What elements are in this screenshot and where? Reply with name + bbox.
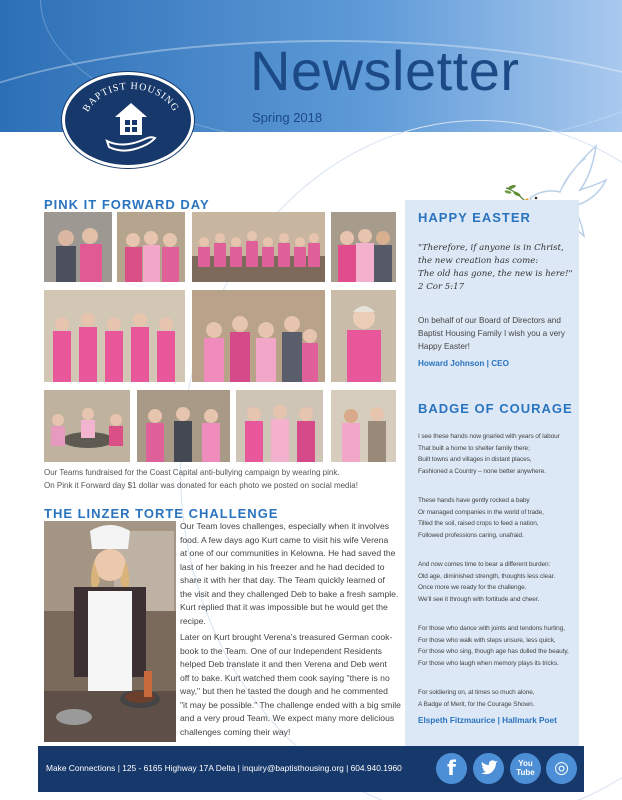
poem-line: For those who laugh when memory plays its tricks. — [418, 659, 559, 667]
logo-text: BAPTIST HOUSING — [80, 80, 182, 114]
poem-line: Followed professions caring, unafraid. — [418, 531, 524, 539]
linzer-story-line: the visit and they challenged Deb to bake a fresh sample. — [180, 588, 399, 599]
pink-day-photo — [44, 290, 185, 382]
linzer-story-line: Kurt replied that it was impossible but he would get the — [180, 602, 388, 612]
pink-forward-heading: PINK IT FORWARD DAY — [44, 197, 210, 212]
linzer-story-line: Later on Kurt brought Verena's treasured German cook- — [180, 632, 393, 642]
pink-caption-line: On Pink it Forward day $1 dollar was donated for each photo we posted on social media! — [44, 481, 358, 490]
pink-day-photo — [192, 290, 325, 382]
pink-day-photo — [236, 390, 323, 462]
linzer-story-line: book to the Team. One of our Independent Residents — [180, 645, 382, 656]
poem-line: For those who walk with steps unsure, less quick, — [418, 636, 556, 644]
linzer-story-line: way," but then he tasted the dough and he commented — [180, 686, 388, 696]
poem-line: Old age, diminished strength, thoughts less clear. — [418, 572, 555, 580]
poem-line: A Badge of Merit, for the Courage Shown. — [418, 700, 535, 708]
poem-line: For those who sing, though age has dulled the beauty, — [418, 648, 569, 655]
pink-day-photo — [44, 212, 112, 282]
baking-photo — [44, 521, 176, 742]
easter-signature: Howard Johnson | CEO — [418, 359, 509, 368]
youtube-icon[interactable] — [510, 753, 541, 784]
pink-day-photo — [192, 212, 325, 282]
easter-message-line: On behalf of our Board of Directors and — [418, 316, 561, 325]
pink-day-photo — [331, 390, 396, 462]
pink-day-photo — [44, 390, 130, 462]
facebook-icon[interactable]: f — [436, 753, 467, 784]
instagram-icon[interactable]: ◎ — [546, 753, 577, 784]
baptist-housing-logo[interactable] — [62, 72, 194, 168]
linzer-story-line: helped Deb translate it and then Verena and Deb went — [180, 659, 387, 669]
footer-bar — [38, 746, 584, 792]
badge-of-courage-heading: BADGE OF COURAGE — [418, 401, 573, 416]
linzer-story-line: "it may be possible." The challenge ended with a big smile — [180, 699, 401, 710]
easter-verse-line: "Therefore, if anyone is in Christ, — [418, 243, 564, 253]
pink-day-photo — [331, 290, 396, 382]
poem-line: These hands have gently rocked a baby — [418, 497, 530, 504]
poem-signature: Elspeth Fitzmaurice | Hallmark Poet — [418, 716, 557, 725]
linzer-story-line: share it with her that day. The Team quickly learned of — [180, 575, 385, 585]
poem-line: Tilled the soil, raised crops to feed a nation, — [418, 520, 539, 527]
poem-line: And now comes time to bear a different burden: — [418, 561, 551, 568]
happy-easter-heading: HAPPY EASTER — [418, 210, 531, 225]
easter-message-line: Baptist Housing Family I wish you a very — [418, 329, 565, 338]
newsletter-title: Newsletter — [250, 39, 520, 102]
easter-verse-line: the new creation has come: — [418, 256, 539, 266]
youtube-label-bottom: Tube — [516, 768, 535, 777]
linzer-story-line: and a very proud Team. We expect many more delicious — [180, 713, 395, 723]
linzer-story-line: challenges coming their way! — [180, 726, 291, 737]
poem-line: We'll see it through with fortitude and cheer. — [418, 595, 540, 603]
logo-emblem — [65, 75, 197, 171]
poem-line: Once more we ready for the challenge. — [418, 584, 527, 591]
linzer-story-line: at one of our communities in Kelowna. He had saved the — [180, 548, 396, 558]
poem-line: For soldiering on, at times so much alone, — [418, 689, 535, 696]
linzer-story-line: off to bake. Kurt watched them cook saying "there is no — [180, 672, 390, 683]
pink-day-photo — [117, 212, 185, 282]
footer-contact: Make Connections | 125 - 6165 Highway 17A Delta | inquiry@baptisthousing.org | 604.940.1960 — [46, 763, 402, 773]
linzer-torte-heading: THE LINZER TORTE CHALLENGE — [44, 506, 279, 521]
easter-message-line: Happy Easter! — [418, 342, 470, 351]
youtube-label-top: You — [518, 759, 533, 768]
linzer-story-line: last of her baking in his freezer and he had decided to — [180, 561, 385, 572]
linzer-story-line: food. A few days ago Kurt came to visit his wife Verena — [180, 534, 389, 545]
twitter-icon[interactable] — [473, 753, 504, 784]
pink-caption-line: Our Teams fundraised for the Coast Capital anti-bullying campaign by wearing pink. — [44, 468, 340, 477]
poem-line: Built towns and villages in distant places, — [418, 456, 532, 463]
linzer-story-line: recipe. — [180, 615, 206, 626]
twitter-bird-icon — [473, 753, 504, 784]
newsletter-season: Spring 2018 — [252, 110, 323, 125]
poem-line: For those who dance with joints and tendons hurting, — [418, 625, 565, 632]
poem-line: Fashioned a Country – none better anywhere. — [418, 467, 546, 475]
easter-verse-line: The old has gone, the new is here!" — [418, 269, 573, 279]
easter-verse-line: 2 Cor 5:17 — [418, 282, 465, 292]
poem-line: I see these hands now gnarled with years of labour — [418, 433, 560, 440]
pink-day-photo — [137, 390, 230, 462]
poem-line: Or managed companies in the world of trade, — [418, 508, 544, 516]
linzer-story-line: Our Team loves challenges, especially when it involves — [180, 521, 390, 531]
pink-day-photo — [331, 212, 396, 282]
poem-line: That built a home to shelter family there; — [418, 444, 530, 452]
